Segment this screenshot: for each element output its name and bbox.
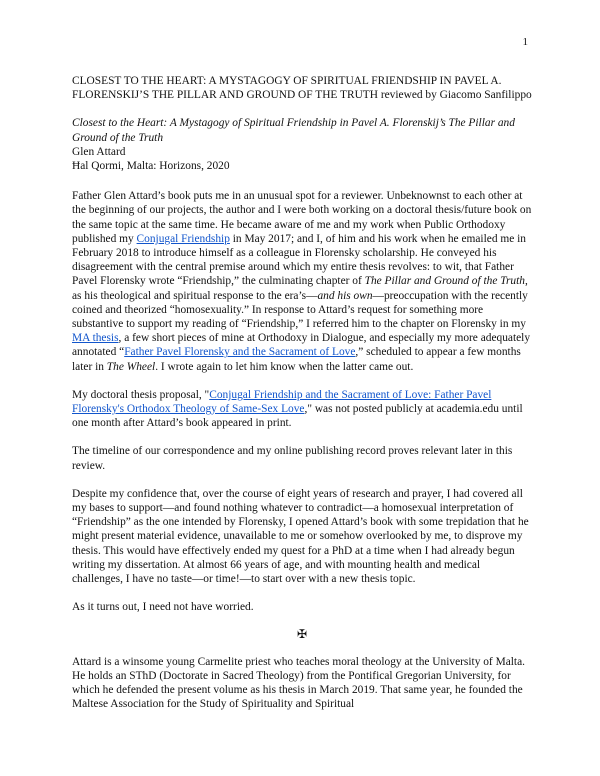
review-title: CLOSEST TO THE HEART: A MYSTAGOGY OF SPIRITUAL FRIENDSHIP IN PAVEL A. FLORENSKIJ’S THE PILLAR AND GROUND OF THE TRUTH reviewed by Giacomo Sanfilippo bbox=[72, 75, 532, 102]
document-body bbox=[72, 74, 532, 726]
book-author: Glen Attard bbox=[72, 145, 126, 158]
cross-separator-icon: ✠ bbox=[296, 626, 308, 641]
link-thesis-proposal[interactable]: Conjugal Friendship and the Sacrament of Love: Father Pavel Florensky's Orthodox Theology of Same-Sex Love bbox=[72, 388, 492, 416]
link-ma-thesis[interactable]: MA thesis bbox=[72, 332, 119, 345]
paragraph-2: My doctoral thesis proposal, "Conjugal Friendship and the Sacrament of Love: Father Pavel Florensky's Orthodox Theology of Same-Sex Love," was not posted publicly at academia.edu until one month after Attard’s book appeared in print. bbox=[72, 388, 523, 430]
paragraph-4: Despite my confidence that, over the course of eight years of research and prayer, I had covered all my bases to support—and found nothing whatever to contradict—a homosexual interpretation of “Friendship” as the one intended by Florensky, I opened Attard’s book with some trepidation that he might present material evidence, unavailable to me or somehow overlooked by me, to disprove my thesis. This would have effectively ended my quest for a PhD at a time when I had already begun writing my dissertation. At almost 66 years of age, and with mounting health and medical challenges, I have no taste—or time!—to start over with a new thesis topic. bbox=[72, 487, 529, 586]
paragraph-5: As it turns out, I need not have worried. bbox=[72, 601, 254, 614]
paragraph-3: The timeline of our correspondence and my online publishing record proves relevant later in this review. bbox=[72, 445, 513, 472]
paragraph-6: Attard is a winsome young Carmelite priest who teaches moral theology at the University of Malta. He holds an SThD (Doctorate in Sacred Theology) from the Pontifical Gregorian University, for which he defended the present volume as his thesis in March 2019. That same year, he founded the Maltese Association for the Study of Spirituality and Spiritual bbox=[72, 655, 525, 711]
bibliographic-info bbox=[72, 116, 532, 173]
paragraph-1: Father Glen Attard’s book puts me in an unusual spot for a reviewer. Unbeknownst to each other at the beginning of our projects, the author and I were both working on a doctoral thesis/future book on the same topic at the same time. He became aware of me and my work when Public Orthodoxy published my Conjugal Friendship in May 2017; and I, of him and his work when he emailed me in February 2018 to introduce himself as a colleague in Florensky scholarship. He conveyed his disagreement with the central premise around which my entire thesis revolves: to wit, that Father Pavel Florensky wrote “Friendship,” the culminating chapter of The Pillar and Ground of the Truth, as his theological and spiritual response to the era’s—and his own—preoccupation with the recently coined and theorized “homosexuality.” In response to Attard’s request for something more substantive to support my reading of “Friendship,” I referred him to the chapter on Florensky in my MA thesis, a few short pieces of mine at Orthodoxy in Dialogue, and especially my more adequately annotated “Father Pavel Florensky and the Sacrament of Love,” scheduled to appear a few months later in The Wheel. I wrote again to let him know when the latter came out. bbox=[72, 190, 532, 373]
page-number: 1 bbox=[522, 36, 528, 48]
book-publisher: Ħal Qormi, Malta: Horizons, 2020 bbox=[72, 160, 230, 173]
book-title: Closest to the Heart: A Mystagogy of Spiritual Friendship in Pavel A. Florenskij’s The Pillar and Ground of the Truth bbox=[72, 117, 515, 144]
link-conjugal-friendship[interactable]: Conjugal Friendship bbox=[136, 232, 230, 245]
link-sacrament-of-love[interactable]: Father Pavel Florensky and the Sacrament of Love bbox=[124, 346, 356, 359]
